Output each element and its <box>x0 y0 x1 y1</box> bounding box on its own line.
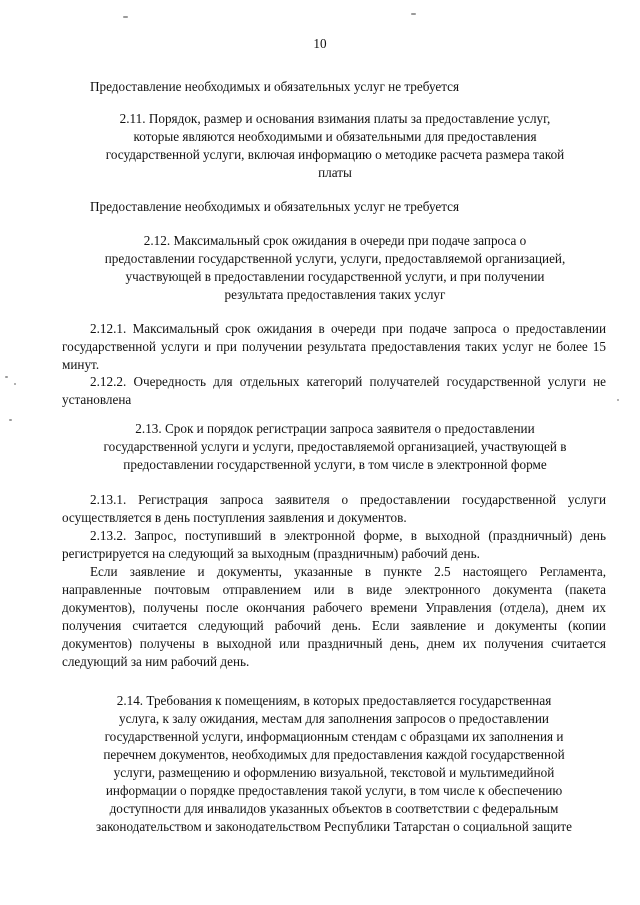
s2-13-3-paragraph: Если заявление и документы, указанные в пункте 2.5 настоящего Регламента, направленные почтовым отправлением или в виде электронного документа (пакета документов), получены после окончания рабочего времени Управления (отдела), днем их получения считается следующий рабочий день. Если заявление и документы (копии документов) получены в выходной или праздничный день, днем их получения считается следующий за ним рабочий день. <box>62 564 606 669</box>
heading-line: услуги, размещению и оформлению визуальной, текстовой и мультимедийной <box>113 765 555 780</box>
heading-line: которые являются необходимыми и обязательными для предоставления <box>133 129 537 144</box>
heading-line: услуга, к залу ожидания, местам для заполнения запросов о предоставлении <box>119 711 549 726</box>
s2-13-heading <box>68 420 602 474</box>
s2-11-post-text: Предоставление необходимых и обязательных услуг не требуется <box>90 199 460 214</box>
heading-line: законодательством и законодательством Республики Татарстан о социальной защите <box>96 819 572 834</box>
heading-line: участвующей в предоставлении государственной услуги, и при получении <box>125 269 545 284</box>
heading-line: 2.12. Максимальный срок ожидания в очереди при подаче запроса о <box>143 233 527 248</box>
heading-line: информации о порядке предоставления такой услуги, в том числе к обеспечению <box>105 783 563 798</box>
heading-line: государственной услуги и услуги, предоставляемой организацией, участвующей в <box>103 439 567 454</box>
s2-12-2-paragraph: 2.12.2. Очередность для отдельных категорий получателей государственной услуги не установлена <box>62 374 606 407</box>
page-number: 10 <box>313 36 327 51</box>
heading-line: государственной услуги, включая информацию о методике расчета размера такой <box>105 147 565 162</box>
heading-line: предоставлении государственной услуги, в том числе в электронной форме <box>123 457 547 472</box>
s2-12-1-paragraph: 2.12.1. Максимальный срок ожидания в очереди при подаче запроса о предоставлении государственной услуги и при получении результата предоставления таких услуг не более 15 минут. <box>62 321 606 372</box>
s2-13-1-paragraph: 2.13.1. Регистрация запроса заявителя о предоставлении государственной услуги осуществляется в день поступления заявления и документов. <box>62 492 606 525</box>
heading-line: предоставлении государственной услуги, услуги, предоставляемой организацией, <box>104 251 566 266</box>
s2-12-heading <box>68 232 602 304</box>
heading-line: платы <box>318 165 352 180</box>
heading-line: результата предоставления таких услуг <box>224 287 446 302</box>
s2-11-heading <box>68 110 602 182</box>
s2-13-2-paragraph: 2.13.2. Запрос, поступивший в электронной форме, в выходной (праздничный) день регистрируется на следующий за выходным (праздничным) рабочий день. <box>62 528 606 561</box>
heading-line: 2.14. Требования к помещениям, в которых предоставляется государственная <box>116 693 552 708</box>
scan-speck <box>14 383 16 385</box>
s2-14-heading <box>62 692 606 836</box>
heading-line: государственной услуги, информационным стендам с образцами их заполнения и <box>104 729 564 744</box>
scan-speck <box>411 13 416 15</box>
scan-speck <box>9 419 12 421</box>
heading-line: 2.13. Срок и порядок регистрации запроса заявителя о предоставлении <box>135 421 535 436</box>
scan-speck <box>5 376 8 378</box>
s2-11-pre-text: Предоставление необходимых и обязательных услуг не требуется <box>90 79 460 94</box>
heading-line: доступности для инвалидов указанных объектов в соответствии с федеральным <box>109 801 559 816</box>
heading-line: перечнем документов, необходимых для предоставления каждой государственной <box>103 747 565 762</box>
heading-line: 2.11. Порядок, размер и основания взимания платы за предоставление услуг, <box>119 111 551 126</box>
scan-speck <box>617 399 619 401</box>
scan-speck <box>123 16 128 18</box>
